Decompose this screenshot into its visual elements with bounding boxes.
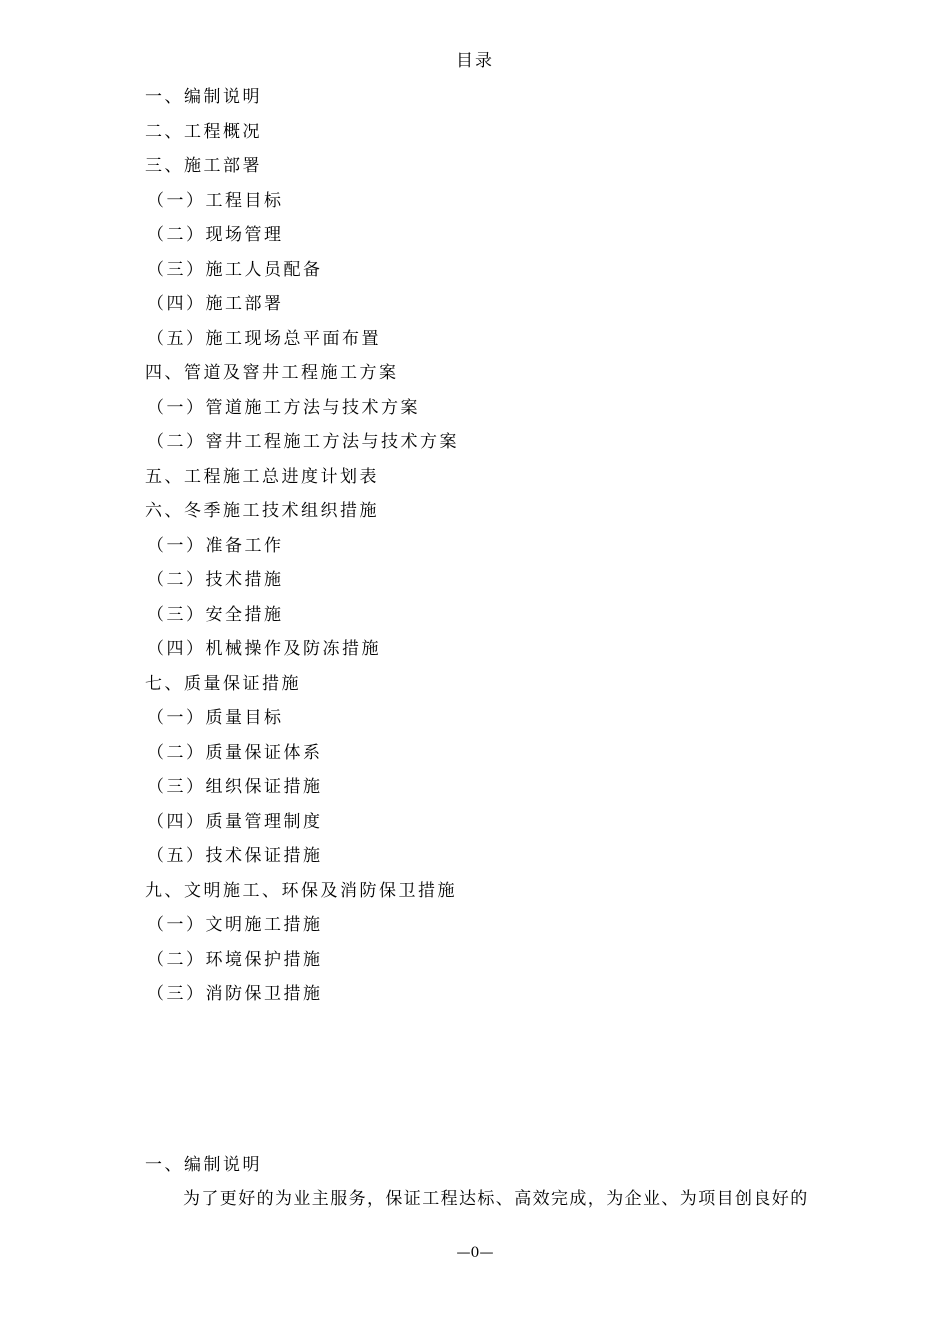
toc-title: 目录 — [456, 51, 494, 71]
toc-item: 二、工程概况 — [145, 121, 262, 142]
toc-subitem: （三）安全措施 — [147, 604, 284, 625]
toc-subitem: （三）消防保卫措施 — [147, 984, 323, 1004]
toc-subitem: （五）施工现场总平面布置 — [147, 328, 381, 349]
toc-item: 六、冬季施工技术组织措施 — [145, 501, 379, 521]
toc-subitem: （二）现场管理 — [147, 225, 284, 245]
table-of-contents — [145, 85, 459, 1017]
toc-subitem: （一）文明施工措施 — [147, 915, 323, 935]
toc-subitem: （三）施工人员配备 — [147, 259, 323, 280]
section-heading: 一、编制说明 — [145, 1155, 262, 1175]
toc-subitem: （四）施工部署 — [147, 294, 284, 314]
toc-item: 九、文明施工、环保及消防保卫措施 — [145, 880, 457, 901]
toc-subitem: （二）环境保护措施 — [147, 949, 323, 970]
toc-subitem: （一）工程目标 — [147, 190, 284, 211]
toc-subitem: （四）质量管理制度 — [147, 811, 323, 832]
toc-item: 一、编制说明 — [145, 87, 262, 107]
toc-subitem: （二）窨井工程施工方法与技术方案 — [147, 432, 459, 452]
toc-subitem: （一）准备工作 — [147, 535, 284, 556]
toc-item: 五、工程施工总进度计划表 — [145, 466, 379, 487]
toc-item: 三、施工部署 — [145, 156, 262, 176]
toc-subitem: （三）组织保证措施 — [147, 777, 323, 797]
body-paragraph: 为了更好的为业主服务，保证工程达标、高效完成，为企业、为项目创良好的 — [183, 1189, 809, 1209]
toc-item: 七、质量保证措施 — [145, 673, 301, 694]
toc-subitem: （四）机械操作及防冻措施 — [147, 639, 381, 659]
page-number: —0— — [456, 1245, 494, 1261]
toc-subitem: （五）技术保证措施 — [147, 846, 323, 866]
toc-subitem: （一）管道施工方法与技术方案 — [147, 397, 420, 418]
toc-subitem: （二）技术措施 — [147, 570, 284, 590]
toc-subitem: （一）质量目标 — [147, 708, 284, 728]
toc-item: 四、管道及窨井工程施工方案 — [145, 363, 399, 383]
toc-subitem: （二）质量保证体系 — [147, 742, 323, 763]
